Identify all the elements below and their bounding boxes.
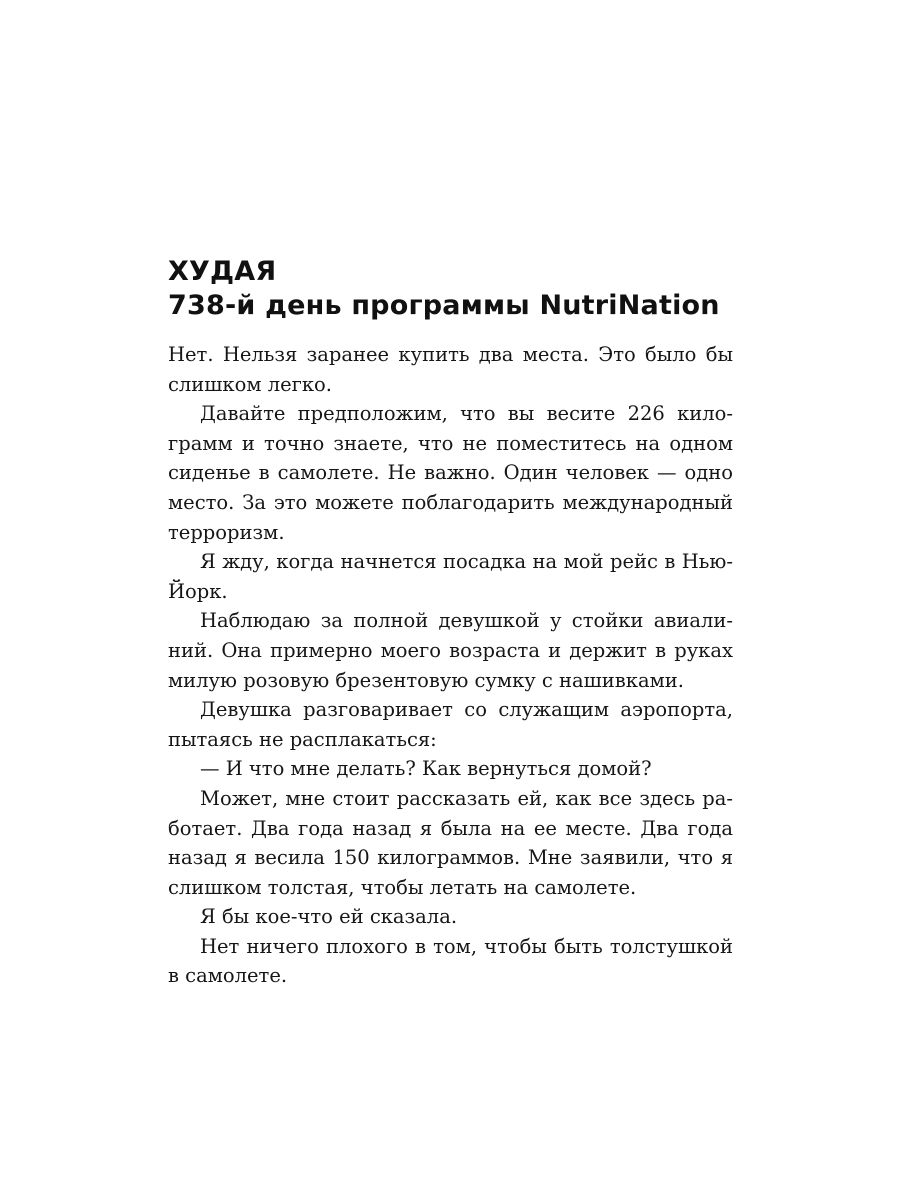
chapter-title: ХУДАЯ <box>168 256 277 287</box>
paragraph: Может, мне стоит рассказать ей, как все здесь работает. Два года назад я была на ее месте. Два года назад я весила 150 килограммов. Мне заявили, что я слишком толстая, чтобы летать на самолете. <box>168 786 733 899</box>
paragraph: Нет ничего плохого в том, чтобы быть толстушкой в самолете. <box>168 934 733 988</box>
chapter-subtitle: 738-й день программы NutriNation <box>168 290 720 321</box>
chapter-heading <box>168 255 738 323</box>
paragraph: Я жду, когда начнется посадка на мой рейс в Нью-Йорк. <box>168 550 733 603</box>
paragraph: Наблюдаю за полной девушкой у стойки авиалиний. Она примерно моего возраста и держит в руках милую розовую брезентовую сумку с нашивками. <box>168 609 733 692</box>
dialogue-line: — И что мне делать? Как вернуться домой? <box>200 757 652 781</box>
paragraph: Я бы кое-что ей сказала. <box>200 905 458 929</box>
paragraph: Девушка разговаривает со служащим аэропорта, пытаясь не расплакаться: <box>168 698 733 751</box>
paragraph: Давайте предположим, что вы весите 226 килограмм и точно знаете, что не поместитесь на одном сиденье в самолете. Не важно. Один человек — одно место. За это можете поблагодарить международный терроризм. <box>168 402 733 544</box>
chapter-body <box>168 340 733 991</box>
paragraph: Нет. Нельзя заранее купить два места. Это было бы слишком легко. <box>168 343 733 396</box>
